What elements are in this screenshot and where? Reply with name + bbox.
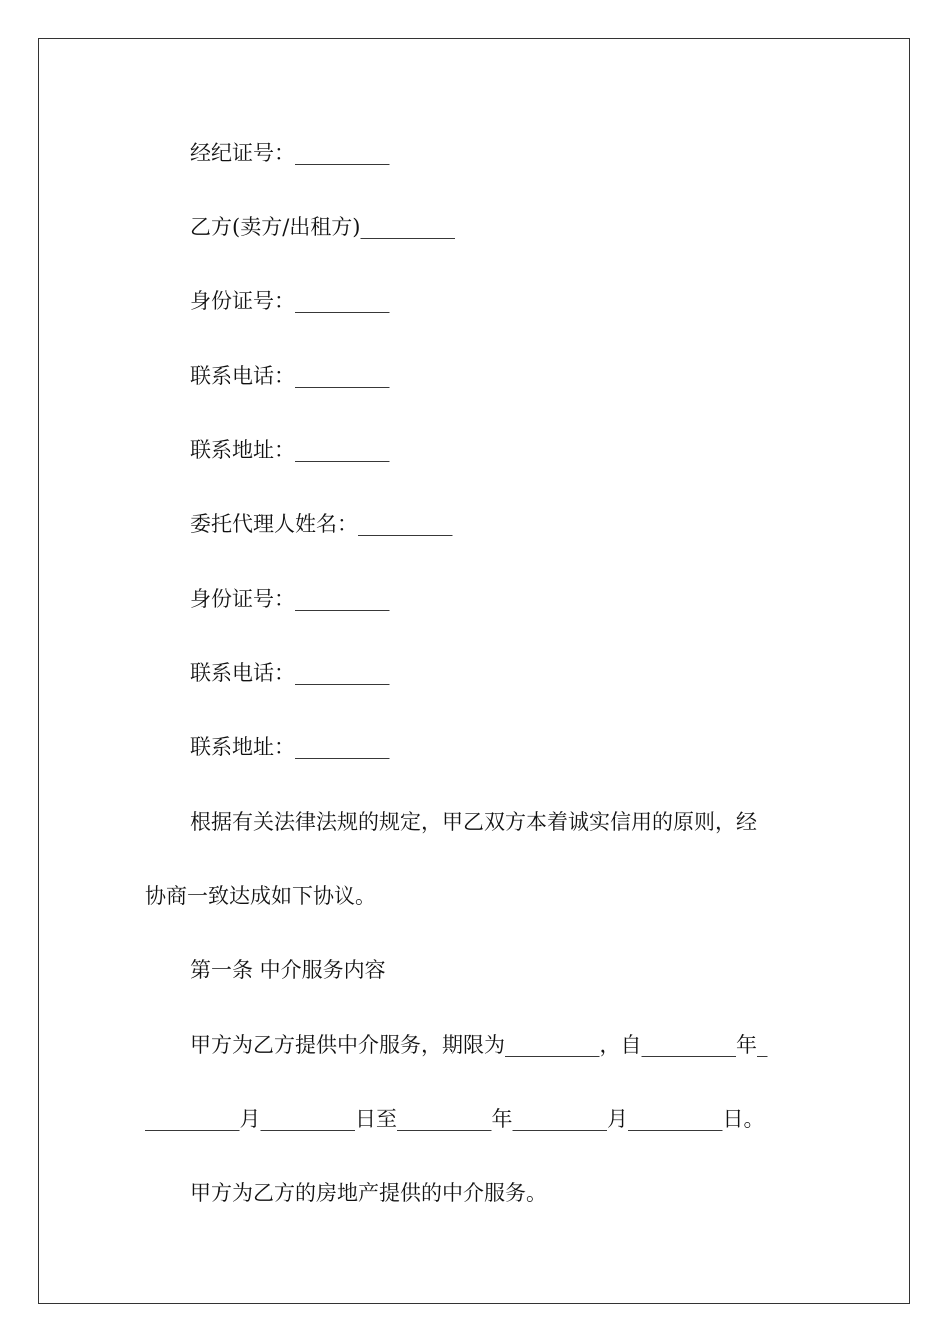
party-b-address-line: 联系地址：_________ bbox=[190, 438, 390, 462]
service-scope-line: 甲方为乙方的房地产提供的中介服务。 bbox=[190, 1181, 547, 1205]
broker-license-line: 经纪证号：_________ bbox=[190, 141, 390, 165]
article-one-heading: 第一条 中介服务内容 bbox=[190, 958, 386, 982]
service-term-line-2: _________月_________日至_________年_________月_________日。 bbox=[145, 1107, 765, 1131]
agent-name-line: 委托代理人姓名：_________ bbox=[190, 512, 453, 536]
service-term-line-1: 甲方为乙方提供中介服务，期限为_________，自_________年_ bbox=[190, 1033, 768, 1057]
party-b-line: 乙方(卖方/出租方)_________ bbox=[190, 215, 455, 239]
agent-address-line: 联系地址：_________ bbox=[190, 735, 390, 759]
agent-phone-line: 联系电话：_________ bbox=[190, 661, 390, 685]
agent-id-line: 身份证号：_________ bbox=[190, 587, 390, 611]
party-b-id-line: 身份证号：_________ bbox=[190, 289, 390, 313]
preamble-line-1: 根据有关法律法规的规定，甲乙双方本着诚实信用的原则，经 bbox=[190, 810, 757, 834]
page-frame bbox=[38, 38, 910, 1304]
preamble-line-2: 协商一致达成如下协议。 bbox=[145, 884, 376, 908]
party-b-phone-line: 联系电话：_________ bbox=[190, 364, 390, 388]
